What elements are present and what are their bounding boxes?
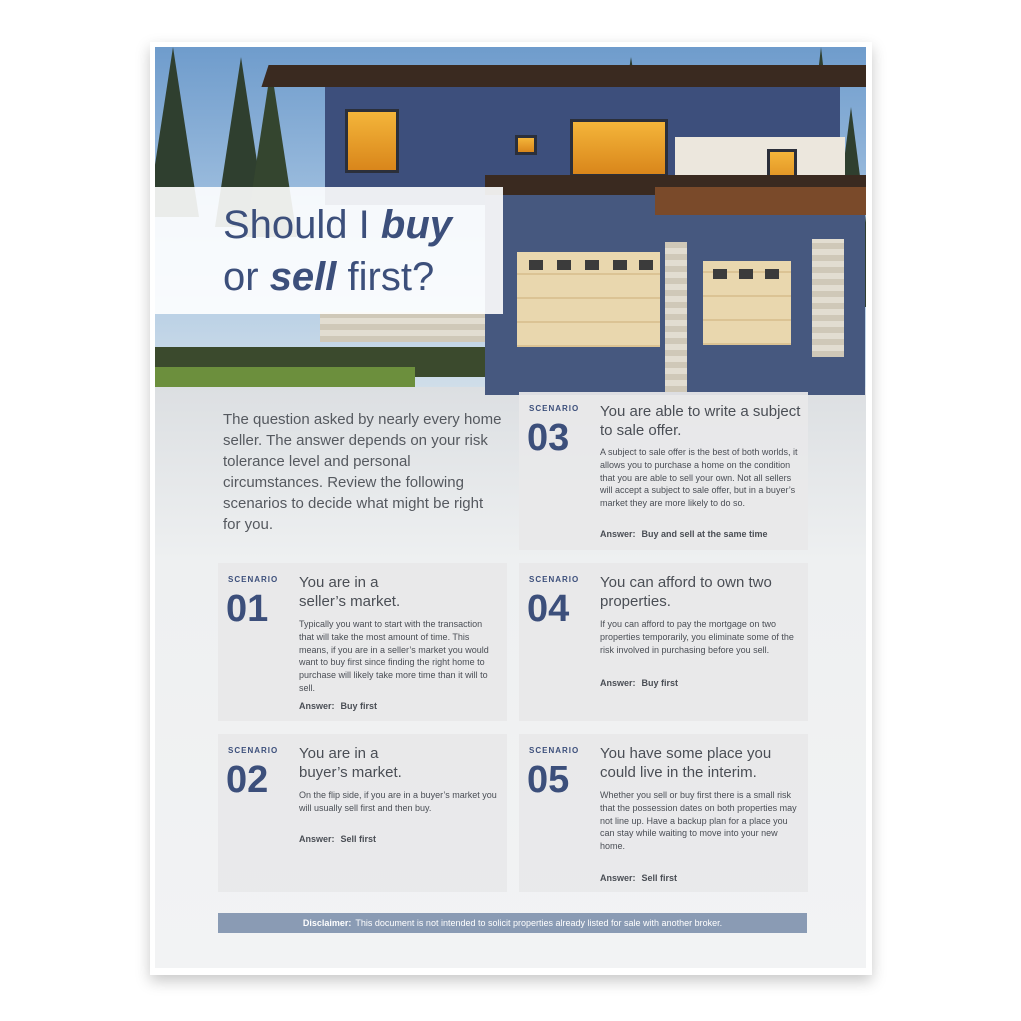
disclaimer-label: Disclaimer:	[302, 918, 352, 928]
scenario-answer	[600, 873, 677, 883]
porch-roof	[655, 187, 866, 215]
scenario-heading: You can afford to own two properties.	[600, 574, 772, 610]
title-text: or	[223, 255, 270, 299]
window	[345, 109, 399, 173]
scenario-tag: SCENARIO	[228, 746, 279, 755]
title-emphasis-buy: buy	[380, 203, 453, 247]
garage-door-small	[703, 261, 791, 345]
answer-label: Answer:	[600, 529, 636, 539]
scenario-body: Typically you want to start with the transaction that will take the most amount of time. This means, if you are in a seller’s market you would want to buy first since finding the right home to purchase will likely take more time than it will to sell.	[299, 619, 489, 693]
scenario-body: If you can afford to pay the mortgage on two properties temporarily, you eliminate some of the risk involved in purchasing before you sell.	[600, 619, 794, 655]
title-text: Should I	[223, 203, 381, 247]
scenario-heading: You have some place you could live in the interim.	[600, 745, 772, 781]
scenario-card-04	[519, 563, 808, 721]
scenario-number: 04	[527, 588, 570, 630]
stone-pillar	[812, 239, 844, 357]
scenario-number: 01	[226, 588, 269, 630]
stone-wall	[320, 312, 485, 342]
page-title	[223, 199, 452, 303]
roof-upper	[261, 65, 866, 87]
scenario-answer	[299, 701, 377, 711]
scenario-number: 02	[226, 759, 269, 801]
garage-door-large	[517, 252, 660, 347]
scenario-tag: SCENARIO	[228, 575, 279, 584]
answer-label: Answer:	[299, 701, 335, 711]
answer-value: Buy and sell at the same time	[641, 529, 768, 539]
answer-value: Sell first	[340, 834, 377, 844]
scenario-heading: You are in a buyer’s market.	[299, 745, 402, 781]
scenario-body: On the flip side, if you are in a buyer’s market you will usually sell first and then buy.	[299, 790, 497, 813]
scenario-tag: SCENARIO	[529, 404, 580, 413]
scenario-card-05	[519, 734, 808, 892]
answer-value: Buy first	[641, 678, 679, 688]
scenario-answer	[600, 529, 768, 539]
scenario-heading: You are in a seller’s market.	[299, 574, 401, 610]
answer-value: Sell first	[641, 873, 678, 883]
answer-value: Buy first	[340, 701, 378, 711]
scenario-body: Whether you sell or buy first there is a small risk that the possession dates on both properties may not line up. Have a backup plan for a place you can stay while waiting to move into your new home.	[600, 790, 797, 852]
title-text: first?	[336, 255, 435, 299]
scenario-card-03	[519, 392, 808, 550]
scenario-number: 05	[527, 759, 570, 801]
disclaimer-text: This document is not intended to solicit properties already listed for sale with another broker.	[355, 918, 723, 928]
scenario-answer	[600, 678, 678, 688]
window	[515, 135, 537, 155]
scenario-heading: You are able to write a subject to sale offer.	[600, 403, 801, 439]
scenario-body: A subject to sale offer is the best of both worlds, it allows you to purchase a home on the condition that you are able to sell your own. Not all sellers will accept a subject to sale offer, but in a buyer’s market they are more likely to do so.	[600, 447, 798, 509]
window	[570, 119, 668, 177]
answer-label: Answer:	[299, 834, 335, 844]
scenario-answer	[299, 834, 376, 844]
stone-pillar	[665, 242, 687, 392]
scenario-card-01	[218, 563, 507, 721]
disclaimer-bar	[218, 913, 807, 933]
scenario-tag: SCENARIO	[529, 575, 580, 584]
scenario-tag: SCENARIO	[529, 746, 580, 755]
flyer-page	[155, 47, 866, 968]
title-emphasis-sell: sell	[269, 255, 337, 299]
scenario-number: 03	[527, 417, 570, 459]
answer-label: Answer:	[600, 873, 636, 883]
intro-paragraph: The question asked by nearly every home seller. The answer depends on your risk tolerance level and personal circumstances. Review the following scenarios to decide what might be right for you.	[223, 411, 502, 533]
answer-label: Answer:	[600, 678, 636, 688]
scenario-card-02	[218, 734, 507, 892]
